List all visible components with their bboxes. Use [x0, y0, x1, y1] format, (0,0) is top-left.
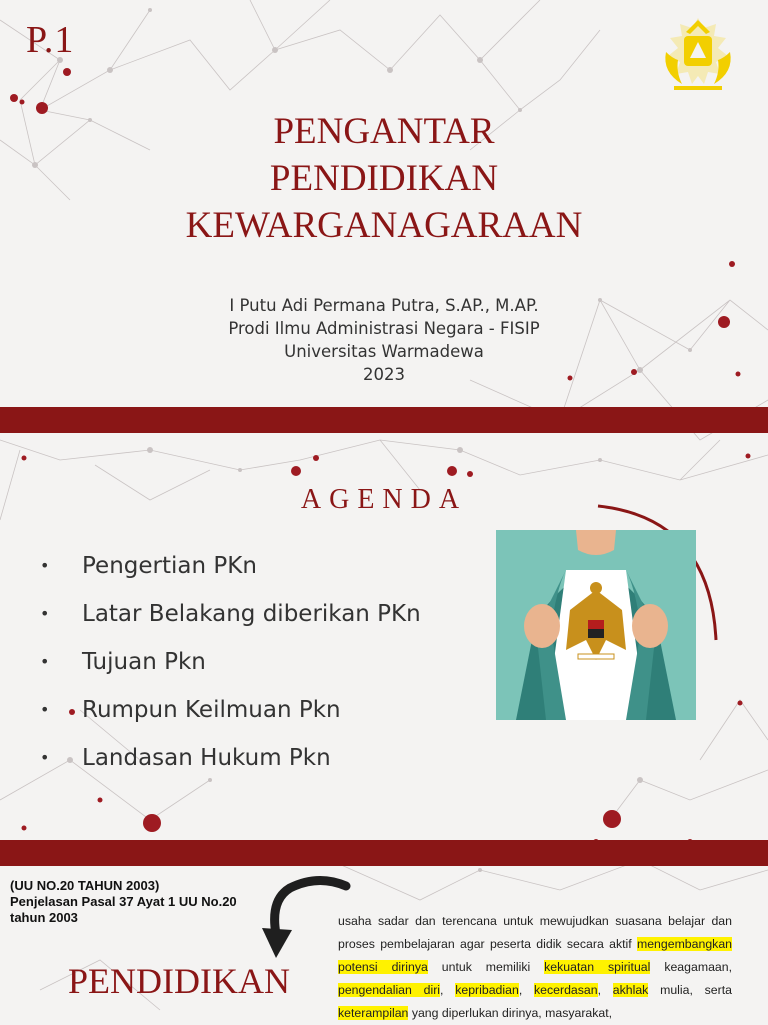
- page-label: P.1: [26, 19, 75, 61]
- text-segment: yang diperlukan dirinya, masyarakat,: [408, 1006, 613, 1020]
- text-segment: keagamaan,: [650, 960, 732, 974]
- university-crest-icon: [656, 12, 740, 96]
- author-name: I Putu Adi Permana Putra, S.AP., M.AP.: [229, 296, 539, 315]
- author-department: Prodi Ilmu Administrasi Negara - FISIP: [228, 319, 540, 338]
- law-reference: (UU NO.20 TAHUN 2003) Penjelasan Pasal 37 Ayat 1 UU No.20 tahun 2003: [10, 878, 237, 925]
- garuda-shirt-illustration: [496, 530, 696, 720]
- title-line: KEWARGANAGARAAN: [185, 205, 583, 246]
- text-segment: usaha sadar dan terencana untuk mewujudkan suasana belajar dan proses pembelajaran agar peserta didik secara aktif: [338, 914, 732, 951]
- agenda-list: [40, 544, 421, 784]
- highlighted-phrase: kecerdasan: [534, 983, 598, 997]
- list-item: • Landasan Hukum Pkn: [40, 736, 421, 784]
- author-year: 2023: [363, 365, 405, 384]
- author-block: [0, 294, 768, 386]
- list-item: • Latar Belakang diberikan PKn: [40, 592, 421, 640]
- author-university: Universitas Warmadewa: [284, 342, 484, 361]
- text-segment: ,: [597, 983, 613, 997]
- list-item: • Rumpun Keilmuan Pkn: [40, 688, 421, 736]
- bullet-icon: •: [40, 604, 50, 623]
- bullet-icon: •: [40, 700, 50, 719]
- bullet-icon: •: [40, 748, 50, 767]
- pendidikan-heading: PENDIDIKAN: [68, 961, 290, 1001]
- list-item: • Tujuan Pkn: [40, 640, 421, 688]
- bullet-icon: •: [40, 556, 50, 575]
- text-segment: ,: [440, 983, 456, 997]
- slide-divider: [0, 407, 768, 433]
- text-segment: mulia, serta: [648, 983, 732, 997]
- agenda-title: AGENDA: [300, 484, 468, 515]
- slide-divider: [0, 840, 768, 866]
- text-segment: ,: [518, 983, 534, 997]
- highlighted-phrase: keterampilan: [338, 1006, 409, 1020]
- highlighted-phrase: kepribadian: [455, 983, 519, 997]
- list-item: • Pengertian PKn: [40, 544, 421, 592]
- slide-title: [0, 0, 768, 407]
- title-line: PENDIDIKAN: [269, 158, 499, 199]
- highlighted-phrase: akhlak: [612, 983, 649, 997]
- title-line: PENGANTAR: [273, 111, 495, 152]
- text-segment: untuk memiliki: [427, 960, 545, 974]
- highlighted-phrase: pengendalian diri: [338, 983, 441, 997]
- pendidikan-definition: [338, 910, 732, 1025]
- highlighted-phrase: kekuatan spiritual: [544, 960, 651, 974]
- bullet-icon: •: [40, 652, 50, 671]
- slide-title-text: [0, 108, 768, 249]
- highlighted-phrase: mengembangkan potensi dirinya: [338, 937, 732, 974]
